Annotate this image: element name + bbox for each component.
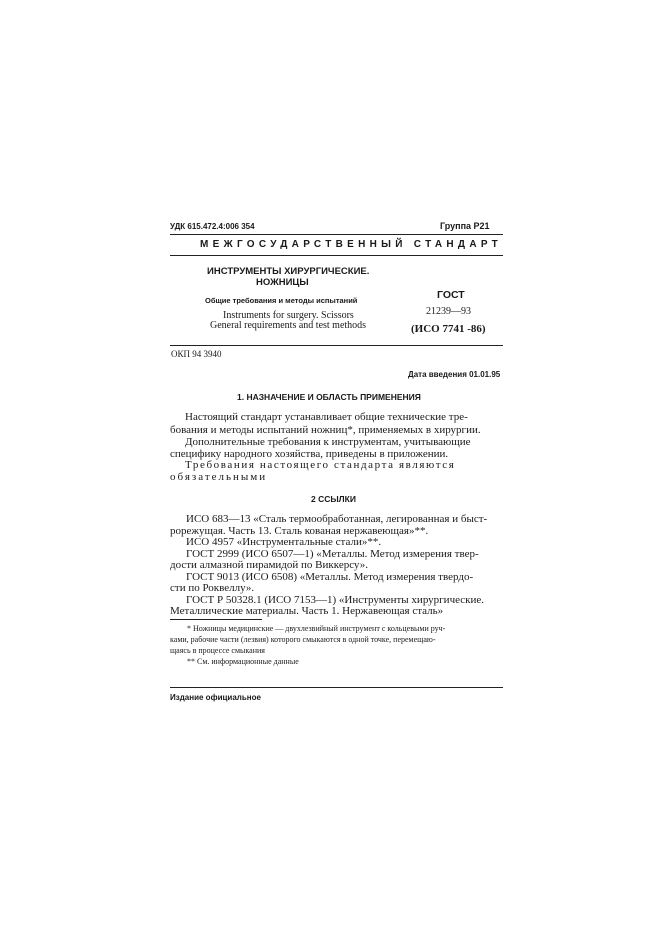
reference-line: рорежущая. Часть 13. Сталь кованая нержавеющая»**. xyxy=(170,525,429,537)
title-en-line2: General requirements and test methods xyxy=(210,320,367,331)
section1-line: бования и методы испытаний ножниц*, применяемых в хирургии. xyxy=(170,424,481,436)
reference-line: Металлические материалы. Часть 1. Нержавеющая сталь» xyxy=(170,605,444,617)
introduction-date: Дата введения 01.01.95 xyxy=(408,370,501,379)
reference-line: сти по Роквеллу». xyxy=(170,582,255,594)
iso-number: (ИСО 7741 -86) xyxy=(411,323,486,335)
section1-line: Дополнительные требования к инструментам, учитывающие xyxy=(185,436,471,448)
section1-line: специфику народного хозяйства, приведены в приложении. xyxy=(170,448,449,460)
standard-kind: МЕЖГОСУДАРСТВЕННЫЙ СТАНДАРТ xyxy=(200,239,503,250)
footnote-line: ** См. информационные данные xyxy=(187,657,299,666)
reference-line: ГОСТ 2999 (ИСО 6507—1) «Металлы. Метод измерения твер- xyxy=(186,548,479,560)
edition-label: Издание официальное xyxy=(170,693,261,702)
reference-line: ИСО 4957 «Инструментальные стали»**. xyxy=(186,536,382,548)
group-code: Группа Р21 xyxy=(440,221,490,231)
section2-heading: 2 ССЫЛКИ xyxy=(311,494,356,504)
edition-rule xyxy=(170,687,503,688)
footnote-line: ками, рабочие части (лезвия) которого смыкаются в одной точке, перемещаю- xyxy=(170,635,436,644)
section1-heading: 1. НАЗНАЧЕНИЕ И ОБЛАСТЬ ПРИМЕНЕНИЯ xyxy=(237,392,421,402)
title-en-line1: Instruments for surgery. Scissors xyxy=(223,310,354,321)
section1-line: Требования настоящего стандарта являются xyxy=(185,459,456,471)
reference-line: ГОСТ Р 50328.1 (ИСО 7153—1) «Инструменты хирургические. xyxy=(186,594,485,606)
udk-code: УДК 615.472.4:006 354 xyxy=(170,222,255,231)
footnote-line: щаясь в процессе смыкания xyxy=(170,646,265,655)
okp-rule xyxy=(170,345,503,346)
title-ru-line1: ИНСТРУМЕНТЫ ХИРУРГИЧЕСКИЕ. xyxy=(207,266,370,277)
footnote-rule xyxy=(170,619,262,620)
section1-line: Настоящий стандарт устанавливает общие технические тре- xyxy=(185,411,468,423)
reference-line: ГОСТ 9013 (ИСО 6508) «Металлы. Метод измерения твердо- xyxy=(186,571,474,583)
reference-line: ИСО 683—13 «Сталь термообработанная, легированная и быст- xyxy=(186,513,488,525)
section1-line: обязательными xyxy=(170,471,268,483)
gost-number: 21239—93 xyxy=(426,306,471,317)
top-rule xyxy=(170,234,503,235)
gost-label: ГОСТ xyxy=(437,289,465,301)
okp-code: ОКП 94 3940 xyxy=(171,349,222,359)
header-rule xyxy=(170,255,503,256)
reference-line: дости алмазной пирамидой по Виккерсу». xyxy=(170,559,368,571)
title-ru-subtitle: Общие требования и методы испытаний xyxy=(205,296,358,305)
title-ru-line2: НОЖНИЦЫ xyxy=(256,277,309,288)
footnote-line: * Ножницы медицинские — двухлезвийный инструмент с кольцевыми руч- xyxy=(187,624,446,633)
